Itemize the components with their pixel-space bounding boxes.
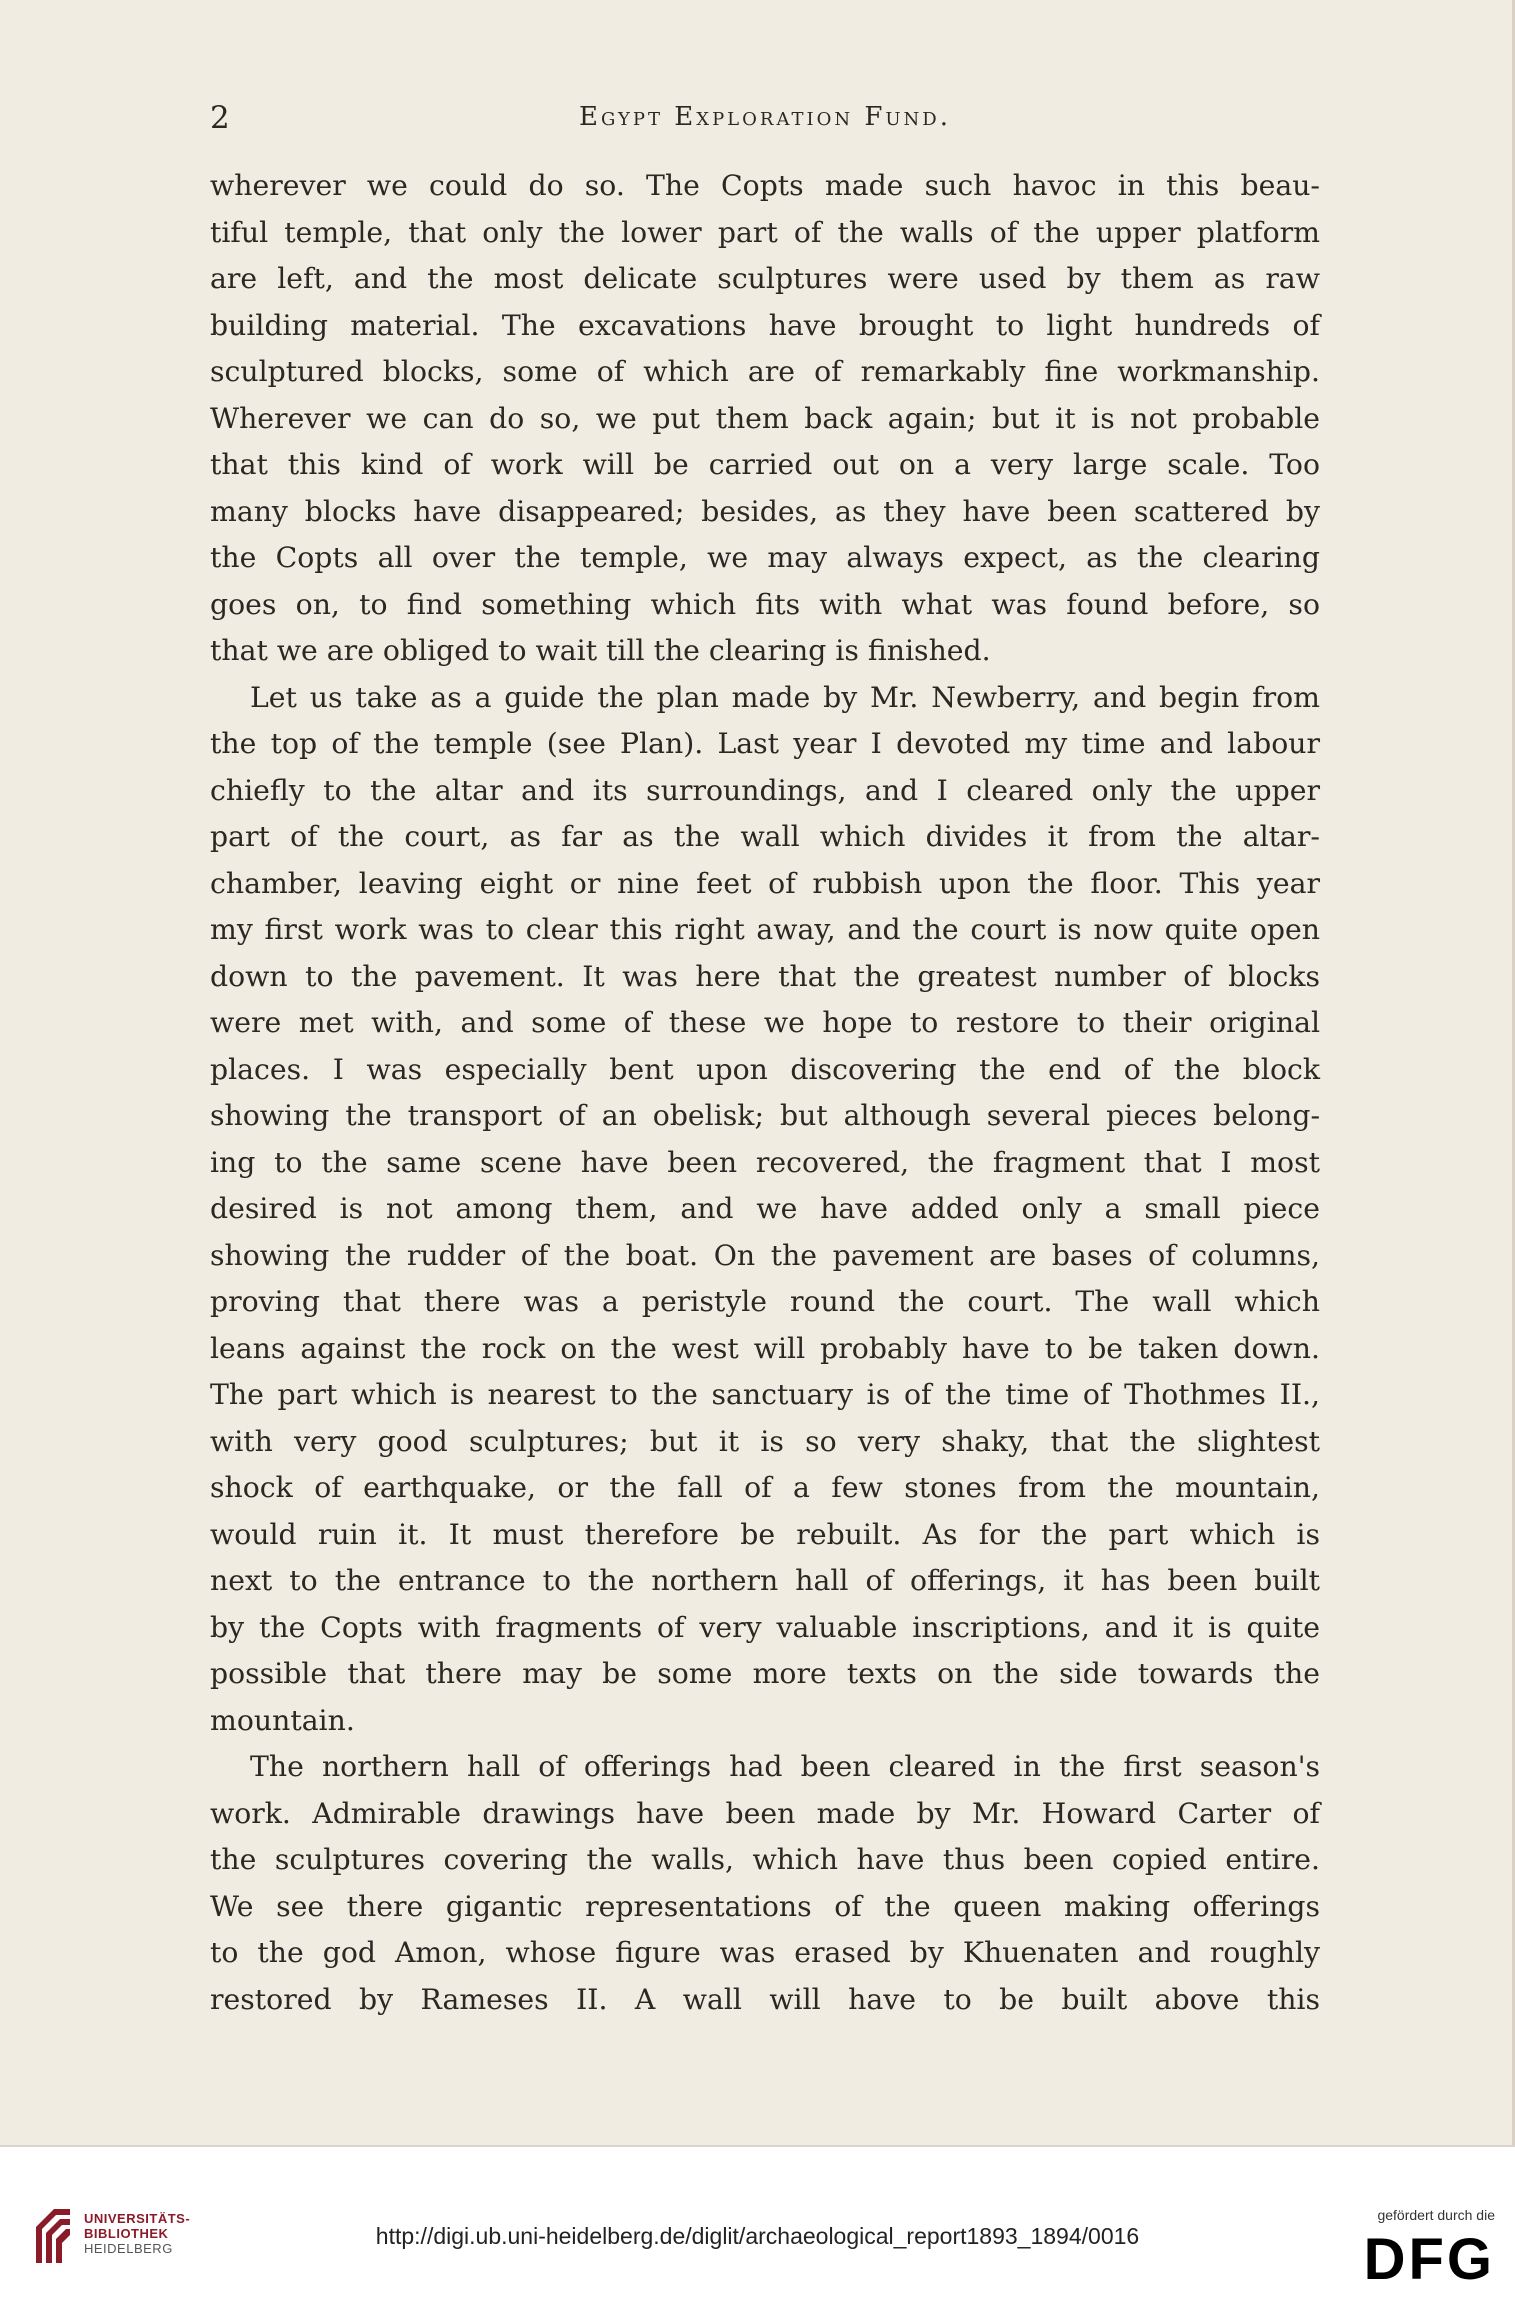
library-name-line: BIBLIOTHEK xyxy=(84,2226,169,2241)
text-line: part of the court, as far as the wall which divides it from the altar- xyxy=(210,820,1320,853)
text-line: desired is not among them, and we have added only a small piece xyxy=(210,1192,1320,1225)
footer-divider xyxy=(0,2145,1515,2147)
text-line: places. I was especially bent upon discovering the end of the block xyxy=(210,1052,1320,1086)
text-line: proving that there was a peristyle round the court. The wall which xyxy=(210,1285,1320,1318)
text-line: goes on, to find something which fits with what was found before, so xyxy=(210,587,1320,621)
text-line: chiefly to the altar and its surroundings, and I cleared only the upper xyxy=(210,773,1320,807)
text-line: We see there gigantic representations of the queen making offerings xyxy=(210,1889,1320,1923)
running-title: Egypt Exploration Fund. xyxy=(578,102,952,132)
text-line: the top of the temple (see Plan). Last year I devoted my time and labour xyxy=(210,727,1320,760)
text-line: were met with, and some of these we hope to restore to their original xyxy=(210,1006,1320,1039)
text-line: Wherever we can do so, we put them back again; but it is not probable xyxy=(210,401,1320,435)
paragraph-end-line: mountain. xyxy=(210,1703,355,1737)
text-line: my first work was to clear this right away, and the court is now quite open xyxy=(210,913,1320,946)
text-line: tiful temple, that only the lower part of the walls of the upper platform xyxy=(210,215,1320,249)
text-line: that this kind of work will be carried out on a very large scale. Too xyxy=(210,448,1320,481)
text-line: leans against the rock on the west will probably have to be taken down. xyxy=(210,1331,1320,1365)
library-name-line: UNIVERSITÄTS- xyxy=(84,2211,191,2226)
text-line: work. Admirable drawings have been made by Mr. Howard Carter of xyxy=(210,1796,1320,1830)
text-line: showing the transport of an obelisk; but although several pieces belong- xyxy=(210,1099,1320,1132)
text-line: sculptured blocks, some of which are of remarkably fine workmanship. xyxy=(210,355,1320,388)
paragraph-start-line: Let us take as a guide the plan made by Mr. Newberry, and begin from xyxy=(250,680,1320,714)
digitization-footer xyxy=(0,2145,1515,2303)
text-line: possible that there may be some more texts on the side towards the xyxy=(210,1657,1320,1690)
running-head xyxy=(210,100,1320,140)
text-line: ing to the same scene have been recovered, the fragment that I most xyxy=(210,1145,1320,1179)
dfg-logo: DFG xyxy=(1363,2227,1495,2292)
text-line: are left, and the most delicate sculptures were used by them as raw xyxy=(210,262,1320,295)
text-line: next to the entrance to the northern hall of offerings, it has been built xyxy=(210,1564,1320,1597)
text-line: many blocks have disappeared; besides, as they have been scattered by xyxy=(210,494,1320,528)
paragraph-start-line: The northern hall of offerings had been cleared in the first season's xyxy=(250,1750,1320,1783)
text-line: down to the pavement. It was here that the greatest number of blocks xyxy=(210,959,1320,993)
text-line: shock of earthquake, or the fall of a few stones from the mountain, xyxy=(210,1471,1320,1504)
page-number: 2 xyxy=(210,100,230,136)
text-line: the Copts all over the temple, we may always expect, as the clearing xyxy=(210,541,1320,574)
text-line: showing the rudder of the boat. On the pavement are bases of columns, xyxy=(210,1238,1320,1272)
text-line: building material. The excavations have brought to light hundreds of xyxy=(210,308,1320,342)
sponsor-note: gefördert durch die xyxy=(1377,2207,1495,2223)
text-line: to the god Amon, whose figure was erased by Khuenaten and roughly xyxy=(210,1936,1320,1969)
library-city: HEIDELBERG xyxy=(84,2241,173,2256)
text-line: The part which is nearest to the sanctuary is of the time of Thothmes II., xyxy=(210,1378,1320,1411)
text-line: restored by Rameses II. A wall will have to be built above this xyxy=(210,1982,1320,2016)
text-line: would ruin it. It must therefore be rebuilt. As for the part which is xyxy=(210,1517,1320,1551)
text-line: wherever we could do so. The Copts made such havoc in this beau- xyxy=(210,169,1320,202)
text-line: with very good sculptures; but it is so very shaky, that the slightest xyxy=(210,1424,1320,1458)
document-url-link[interactable]: http://digi.ub.uni-heidelberg.de/diglit/archaeological_report1893_1894/0016 xyxy=(375,2223,1140,2249)
text-line: by the Copts with fragments of very valuable inscriptions, and it is quite xyxy=(210,1610,1320,1644)
text-line: the sculptures covering the walls, which have thus been copied entire. xyxy=(210,1843,1320,1876)
paragraph-end-line: that we are obliged to wait till the clearing is finished. xyxy=(210,634,991,667)
body-text xyxy=(210,163,1320,2023)
text-line: chamber, leaving eight or nine feet of rubbish upon the floor. This year xyxy=(210,866,1320,900)
